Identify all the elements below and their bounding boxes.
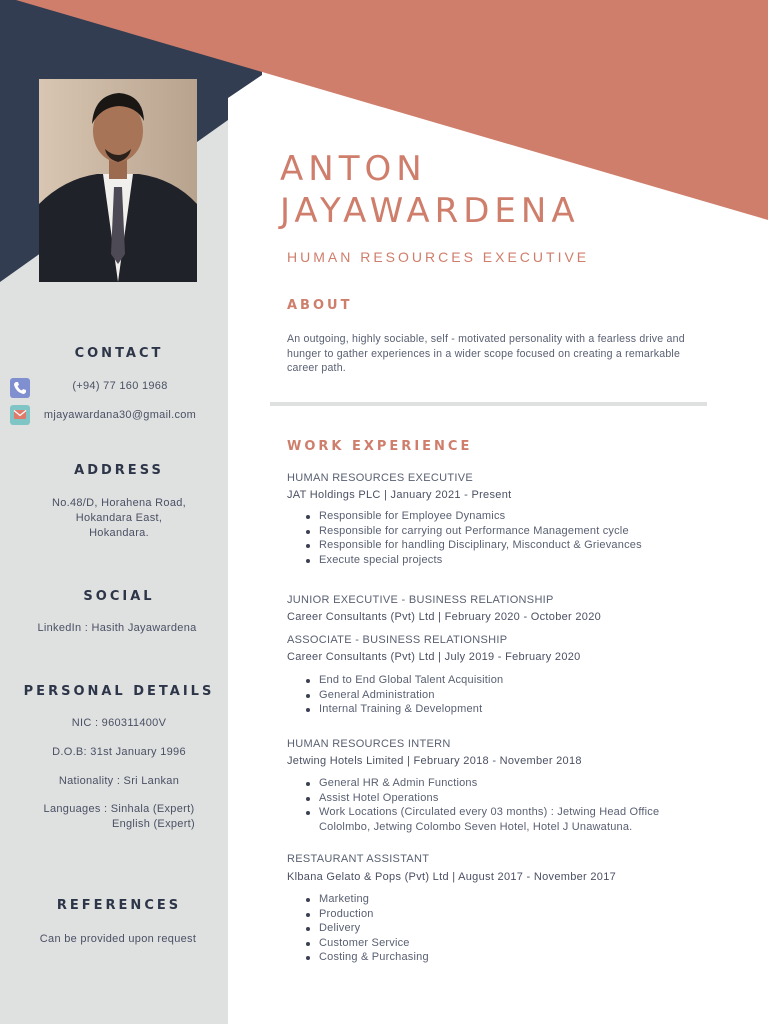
contact-heading: CONTACT — [74, 346, 164, 361]
last-name: JAYAWARDENA — [280, 191, 580, 231]
languages-line-1: Languages : Sinhala (Expert) — [43, 803, 195, 815]
references-text: Can be provided upon request — [39, 933, 197, 945]
list-item: Responsible for carrying out Performance Management cycle — [319, 524, 699, 539]
job-meta: Klbana Gelato & Pops (Pvt) Ltd | August 2017 - November 2017 — [287, 871, 617, 883]
candidate-name — [280, 148, 580, 232]
profile-photo — [39, 79, 197, 282]
address-line: No.48/D, Horahena Road, — [51, 497, 187, 509]
job-title: HUMAN RESOURCES EXECUTIVE — [287, 249, 590, 265]
job-meta: Jetwing Hotels Limited | February 2018 - November 2018 — [287, 755, 582, 767]
list-item: Customer Service — [319, 936, 699, 951]
job-meta: JAT Holdings PLC | January 2021 - Present — [287, 489, 512, 501]
personal-details-heading: PERSONAL DETAILS — [23, 684, 215, 699]
dob-value: D.O.B: 31st January 1996 — [52, 746, 186, 758]
duty-list — [319, 509, 699, 567]
nic-value: NIC : 960311400V — [71, 717, 167, 729]
list-item: General HR & Admin Functions — [319, 776, 684, 791]
phone-number: (+94) 77 160 1968 — [72, 380, 168, 392]
job-role: JUNIOR EXECUTIVE - BUSINESS RELATIONSHIP — [287, 594, 554, 606]
list-item: End to End Global Talent Acquisition — [319, 673, 699, 688]
list-item: Internal Training & Development — [319, 702, 699, 717]
section-divider — [270, 402, 707, 406]
languages-line-2: English (Expert) — [111, 818, 195, 830]
duty-list — [319, 892, 699, 965]
nationality-value: Nationality : Sri Lankan — [58, 775, 180, 787]
duty-list — [319, 673, 699, 717]
about-text: An outgoing, highly sociable, self - motivated personality with a fearless drive and hunger to gather experiences in a wider scope focused on creating a remarkable career path. — [287, 333, 685, 375]
references-heading: REFERENCES — [56, 898, 182, 913]
list-item: Delivery — [319, 921, 699, 936]
list-item: General Administration — [319, 688, 699, 703]
address-line: Hokandara East, — [75, 512, 163, 524]
job-role: HUMAN RESOURCES EXECUTIVE — [287, 472, 473, 484]
address-block — [0, 496, 238, 541]
work-experience-heading: WORK EXPERIENCE — [287, 439, 473, 454]
duty-list — [319, 776, 684, 834]
list-item: Responsible for handling Disciplinary, Misconduct & Grievances — [319, 538, 699, 553]
address-heading: ADDRESS — [74, 463, 164, 478]
linkedin-link[interactable]: LinkedIn : Hasith Jayawardena — [37, 622, 197, 634]
job-role: RESTAURANT ASSISTANT — [287, 853, 430, 865]
job-meta: Career Consultants (Pvt) Ltd | July 2019 - February 2020 — [287, 651, 581, 663]
job-role: ASSOCIATE - BUSINESS RELATIONSHIP — [287, 634, 508, 646]
job-meta: Career Consultants (Pvt) Ltd | February 2020 - October 2020 — [287, 611, 602, 623]
about-heading: ABOUT — [287, 298, 353, 313]
list-item: Marketing — [319, 892, 699, 907]
list-item: Responsible for Employee Dynamics — [319, 509, 699, 524]
list-item: Execute special projects — [319, 553, 699, 568]
social-heading: SOCIAL — [83, 589, 155, 604]
first-name: ANTON — [280, 149, 427, 189]
list-item: Assist Hotel Operations — [319, 791, 684, 806]
email-address: mjayawardana30@gmail.com — [43, 409, 197, 421]
job-role: HUMAN RESOURCES INTERN — [287, 738, 451, 750]
list-item: Work Locations (Circulated every 03 months) : Jetwing Head Office Colol​mbo, Jetwing Colombo Seven Hotel, Hotel J Unawatuna. — [319, 805, 684, 834]
list-item: Costing & Purchasing — [319, 950, 699, 965]
address-line: Hokandara. — [89, 527, 149, 539]
list-item: Production — [319, 907, 699, 922]
